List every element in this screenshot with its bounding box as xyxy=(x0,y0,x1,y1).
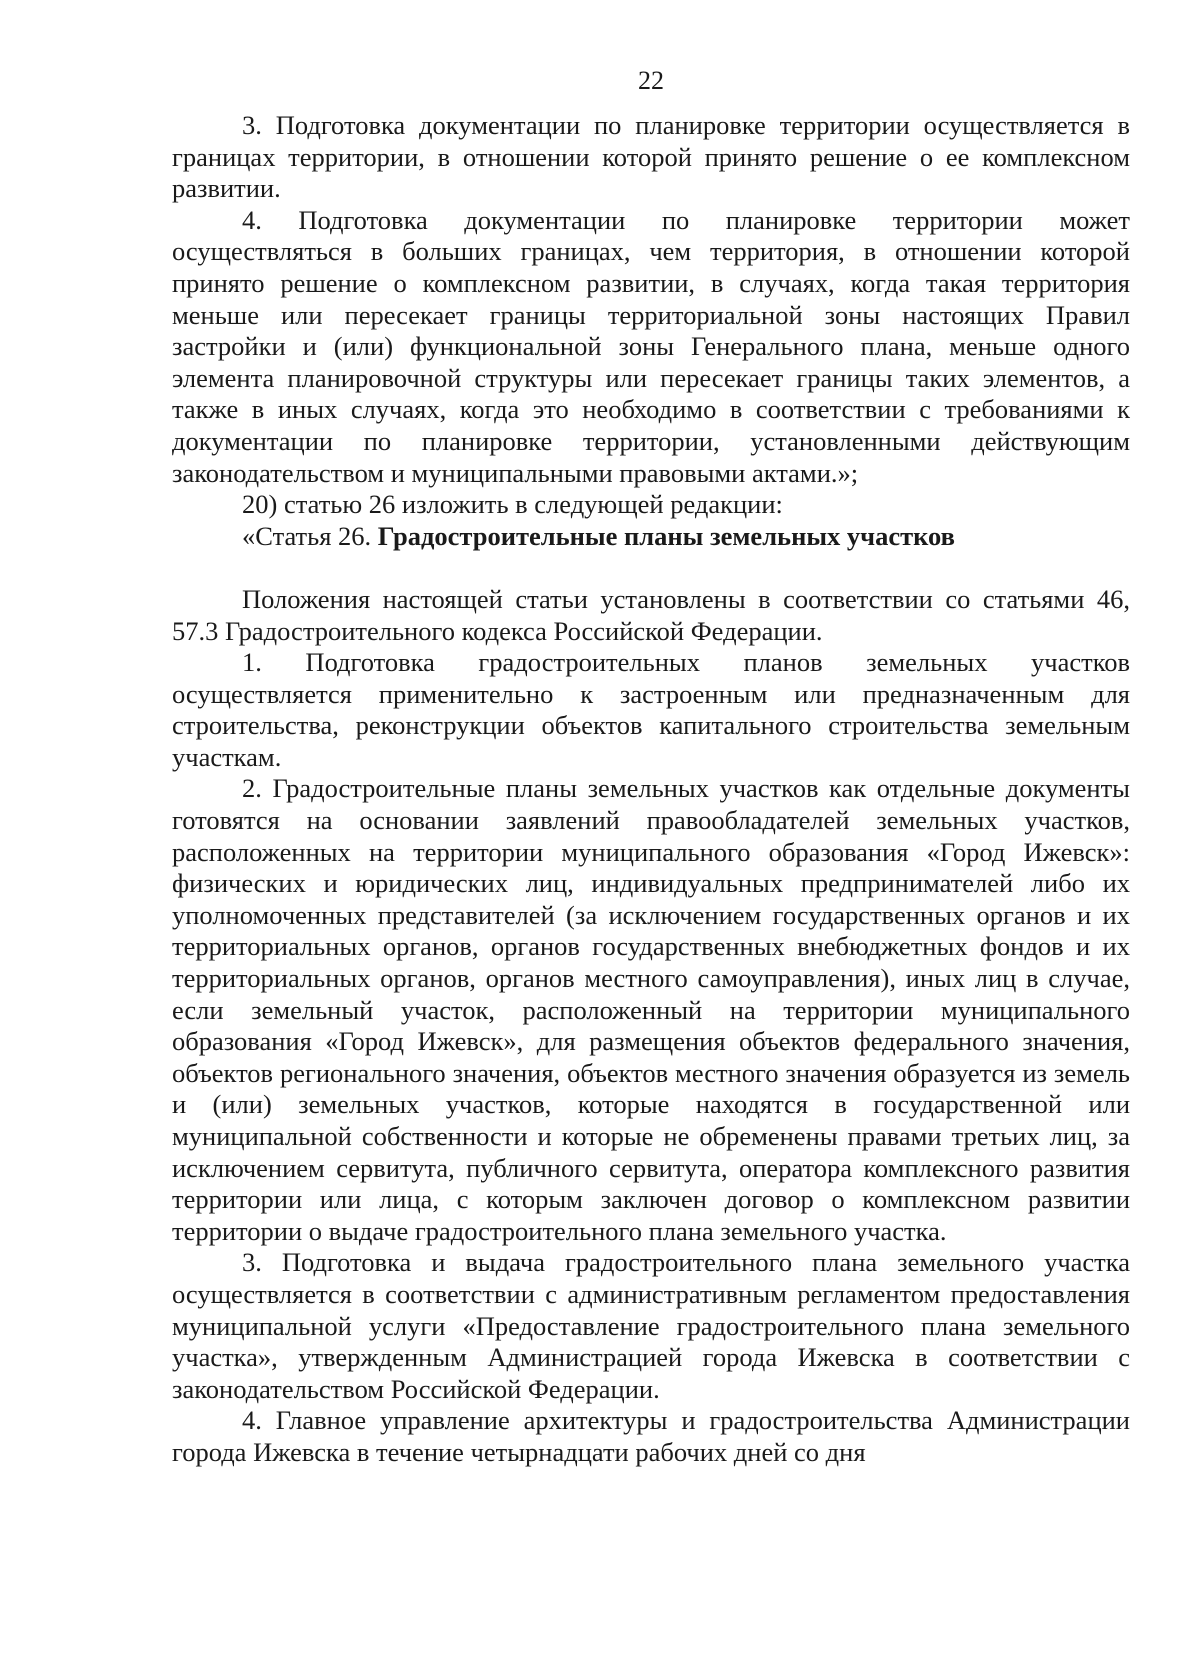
article-heading xyxy=(172,521,1130,553)
article-paragraph-4: 4. Главное управление архитектуры и градостроительства Администрации города Ижевска в течение четырнадцати рабочих дней со дня xyxy=(172,1405,1130,1467)
paragraph-20-instruction: 20) статью 26 изложить в следующей редакции: xyxy=(242,489,783,520)
article-prefix: «Статья 26. xyxy=(242,520,378,551)
page-number: 22 xyxy=(638,66,664,95)
blank-line xyxy=(172,552,1130,584)
paragraph-3: 3. Подготовка документации по планировке территории осуществляется в границах территории, в отношении которой принято решение о ее комплексном развитии. xyxy=(172,110,1130,204)
article-intro-paragraph: Положения настоящей статьи установлены в соответствии со статьями 46, 57.3 Градостроительного кодекса Российской Федерации. xyxy=(172,583,1130,646)
article-paragraph-1: 1. Подготовка градостроительных планов земельных участков осуществляется применительно к застроенным или предназначенным для строительства, реконструкции объектов капитального строительства земельным участкам. xyxy=(172,647,1130,772)
paragraph-4: 4. Подготовка документации по планировке территории может осуществляться в больших границах, чем территория, в отношении которой принято решение о комплексном развитии, в случаях, когда такая территория меньше или пересекает границы территориальной зоны настоящих Правил застройки и (или) функциональной зоны Генерального плана, меньше одного элемента планировочной структуры или пересекает границы таких элементов, а также в иных случаях, когда это необходимо в соответствии с требованиями к документации по планировке территории, установленными действующим законодательством и муниципальными правовыми актами.»; xyxy=(172,204,1130,488)
article-paragraph-2: 2. Градостроительные планы земельных участков как отдельные документы готовятся на основании заявлений правообладателей земельных участков, расположенных на территории муниципального образования «Город Ижевск»: физических и юридических лиц, индивидуальных предпринимателей либо их уполномоченных представителей (за исключением государственных органов и их территориальных органов, органов государственных внебюджетных фондов и их территориальных органов, органов местного самоуправления), иных лиц в случае, если земельный участок, расположенный на территории муниципального образования «Город Ижевск», для размещения объектов федерального значения, объектов регионального значения, объектов местного значения образуется из земель и (или) земельных участков, которые находятся в государственной или муниципальной собственности и которые не обременены правами третьих лиц, за исключением сервитута, публичного сервитута, оператора комплексного развития территории или лица, с которым заключен договор о комплексном развитии территории о выдаче градостроительного плана земельного участка. xyxy=(172,773,1130,1246)
article-title: Градостроительные планы земельных участков xyxy=(377,520,955,551)
article-paragraph-3: 3. Подготовка и выдача градостроительного плана земельного участка осуществляется в соответствии с административным регламентом предоставления муниципальной услуги «Предоставление градостроительного плана земельного участка», утвержденным Администрацией города Ижевска в соответствии с законодательством Российской Федерации. xyxy=(172,1247,1130,1404)
